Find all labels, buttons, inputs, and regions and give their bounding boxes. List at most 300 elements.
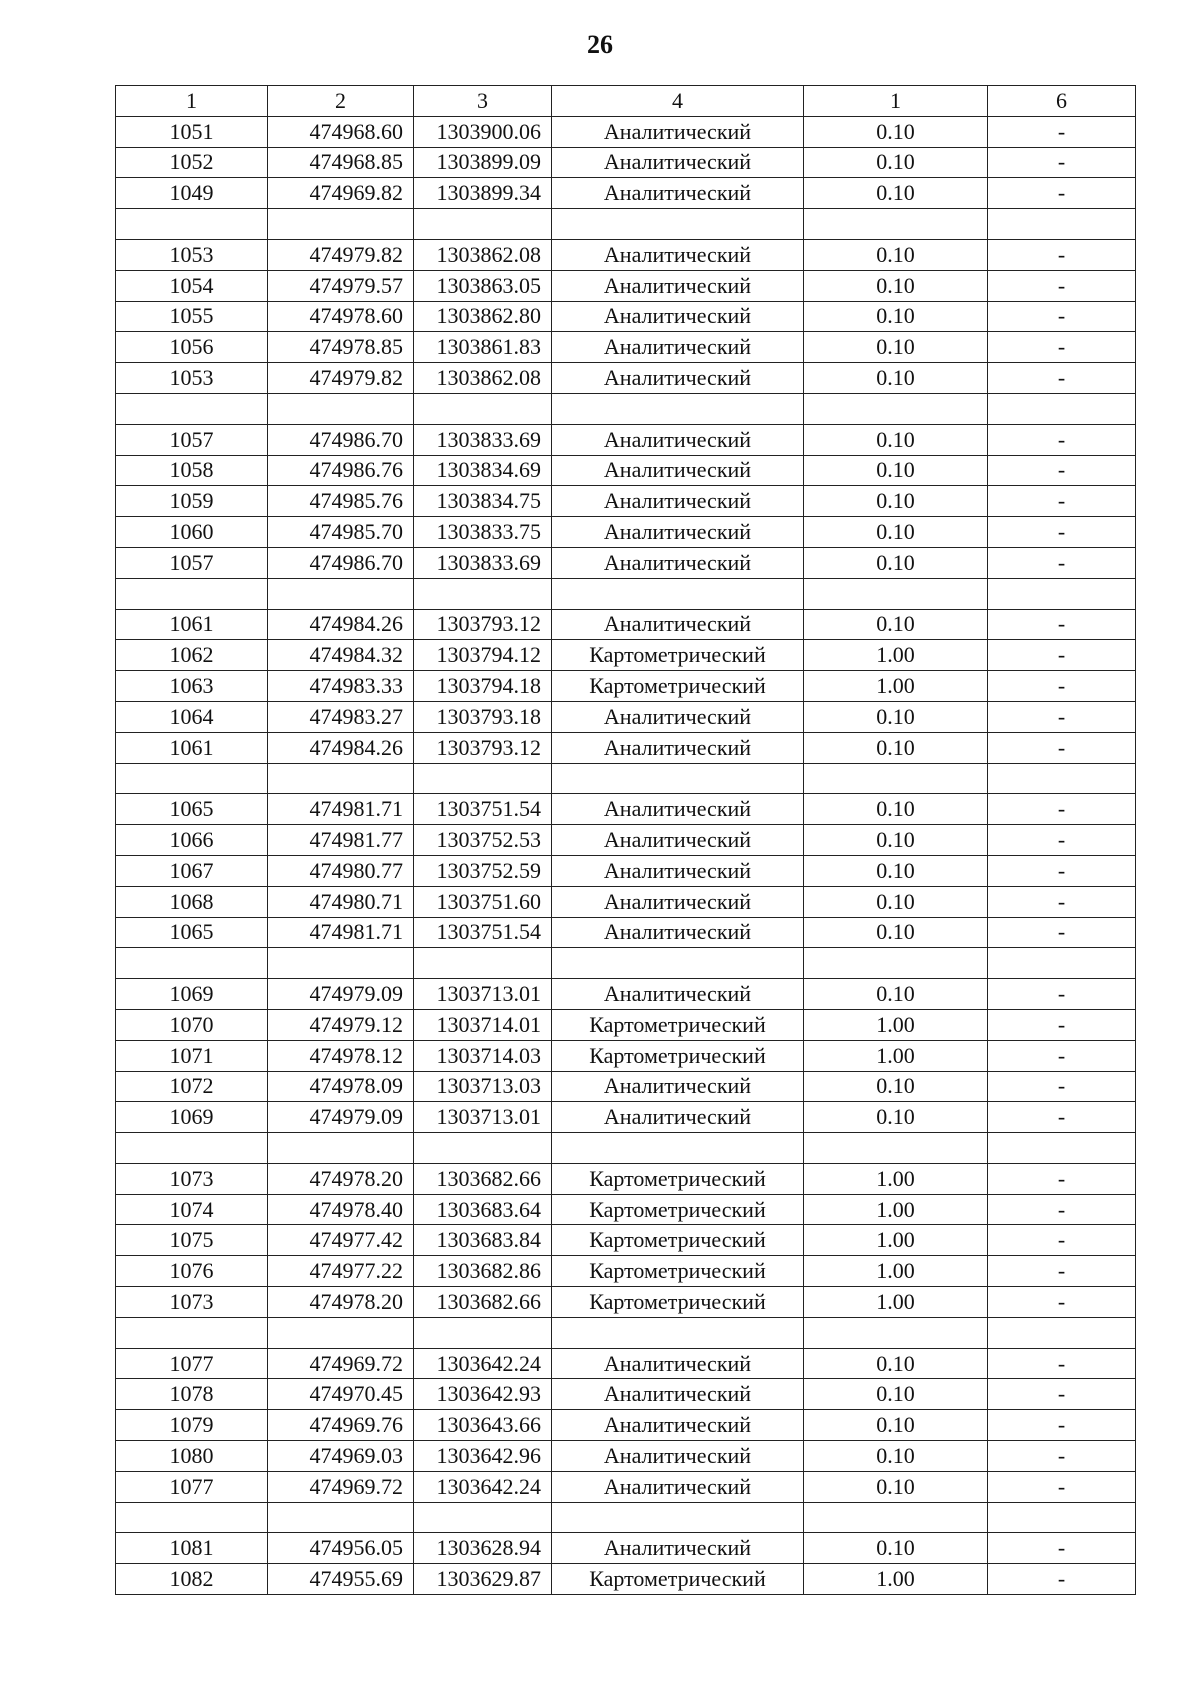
accuracy-cell: 0.10: [804, 701, 988, 732]
point-number-cell: 1063: [116, 671, 268, 702]
y-coordinate-cell: 1303713.01: [414, 979, 552, 1010]
note-cell: -: [988, 1533, 1136, 1564]
y-coordinate-cell: 1303682.86: [414, 1256, 552, 1287]
table-row: [116, 1564, 1136, 1595]
point-number-cell: 1071: [116, 1040, 268, 1071]
x-coordinate-cell: 474984.26: [268, 609, 414, 640]
method-cell: Аналитический: [552, 1410, 804, 1441]
y-coordinate-cell: 1303751.54: [414, 794, 552, 825]
point-number-cell: [116, 1502, 268, 1533]
method-cell: [552, 393, 804, 424]
point-number-cell: 1077: [116, 1471, 268, 1502]
table-row: [116, 455, 1136, 486]
x-coordinate-cell: 474969.82: [268, 178, 414, 209]
note-cell: -: [988, 116, 1136, 147]
note-cell: -: [988, 701, 1136, 732]
header-cell: 4: [552, 86, 804, 117]
table-row: [116, 1040, 1136, 1071]
point-number-cell: 1082: [116, 1564, 268, 1595]
method-cell: Аналитический: [552, 794, 804, 825]
y-coordinate-cell: [414, 1317, 552, 1348]
method-cell: Аналитический: [552, 886, 804, 917]
x-coordinate-cell: 474968.85: [268, 147, 414, 178]
table-spacer-row: [116, 1317, 1136, 1348]
table-row: [116, 116, 1136, 147]
y-coordinate-cell: [414, 1133, 552, 1164]
note-cell: -: [988, 270, 1136, 301]
note-cell: [988, 209, 1136, 240]
x-coordinate-cell: 474986.76: [268, 455, 414, 486]
table-spacer-row: [116, 209, 1136, 240]
point-number-cell: 1054: [116, 270, 268, 301]
table-row: [116, 1287, 1136, 1318]
accuracy-cell: 1.00: [804, 1256, 988, 1287]
point-number-cell: 1072: [116, 1071, 268, 1102]
y-coordinate-cell: 1303793.12: [414, 732, 552, 763]
method-cell: Аналитический: [552, 547, 804, 578]
point-number-cell: 1079: [116, 1410, 268, 1441]
note-cell: -: [988, 1471, 1136, 1502]
method-cell: Аналитический: [552, 979, 804, 1010]
y-coordinate-cell: 1303833.69: [414, 424, 552, 455]
table-row: [116, 1009, 1136, 1040]
accuracy-cell: 0.10: [804, 301, 988, 332]
point-number-cell: 1061: [116, 732, 268, 763]
point-number-cell: 1053: [116, 239, 268, 270]
table-row: [116, 1194, 1136, 1225]
y-coordinate-cell: 1303899.34: [414, 178, 552, 209]
y-coordinate-cell: 1303714.01: [414, 1009, 552, 1040]
table-row: [116, 917, 1136, 948]
method-cell: [552, 763, 804, 794]
accuracy-cell: 0.10: [804, 794, 988, 825]
point-number-cell: [116, 578, 268, 609]
point-number-cell: [116, 209, 268, 240]
table-row: [116, 1379, 1136, 1410]
table-row: [116, 147, 1136, 178]
point-number-cell: 1077: [116, 1348, 268, 1379]
y-coordinate-cell: [414, 393, 552, 424]
x-coordinate-cell: 474978.60: [268, 301, 414, 332]
accuracy-cell: 1.00: [804, 1009, 988, 1040]
coordinates-table: [115, 85, 1136, 1595]
method-cell: Аналитический: [552, 732, 804, 763]
table-row: [116, 1256, 1136, 1287]
note-cell: -: [988, 178, 1136, 209]
x-coordinate-cell: [268, 948, 414, 979]
point-number-cell: [116, 948, 268, 979]
method-cell: Аналитический: [552, 701, 804, 732]
method-cell: Аналитический: [552, 301, 804, 332]
accuracy-cell: 0.10: [804, 1379, 988, 1410]
accuracy-cell: 0.10: [804, 116, 988, 147]
y-coordinate-cell: 1303833.75: [414, 517, 552, 548]
header-cell: 6: [988, 86, 1136, 117]
method-cell: Аналитический: [552, 1348, 804, 1379]
accuracy-cell: 0.10: [804, 1533, 988, 1564]
method-cell: [552, 1502, 804, 1533]
y-coordinate-cell: 1303833.69: [414, 547, 552, 578]
point-number-cell: 1069: [116, 1102, 268, 1133]
x-coordinate-cell: [268, 763, 414, 794]
table-row: [116, 609, 1136, 640]
x-coordinate-cell: 474986.70: [268, 547, 414, 578]
accuracy-cell: [804, 1502, 988, 1533]
table-spacer-row: [116, 1133, 1136, 1164]
x-coordinate-cell: 474956.05: [268, 1533, 414, 1564]
point-number-cell: 1061: [116, 609, 268, 640]
point-number-cell: [116, 763, 268, 794]
note-cell: [988, 1317, 1136, 1348]
note-cell: -: [988, 1441, 1136, 1472]
y-coordinate-cell: 1303751.60: [414, 886, 552, 917]
x-coordinate-cell: 474984.32: [268, 640, 414, 671]
x-coordinate-cell: 474986.70: [268, 424, 414, 455]
y-coordinate-cell: [414, 1502, 552, 1533]
y-coordinate-cell: 1303642.93: [414, 1379, 552, 1410]
x-coordinate-cell: 474981.77: [268, 825, 414, 856]
x-coordinate-cell: 474969.76: [268, 1410, 414, 1441]
header-cell: 2: [268, 86, 414, 117]
note-cell: [988, 578, 1136, 609]
table-spacer-row: [116, 393, 1136, 424]
x-coordinate-cell: [268, 1133, 414, 1164]
table-row: [116, 794, 1136, 825]
table-row: [116, 640, 1136, 671]
point-number-cell: 1068: [116, 886, 268, 917]
accuracy-cell: 0.10: [804, 178, 988, 209]
note-cell: -: [988, 1564, 1136, 1595]
x-coordinate-cell: [268, 1317, 414, 1348]
page-number: 26: [587, 30, 613, 59]
table-row: [116, 1163, 1136, 1194]
method-cell: [552, 948, 804, 979]
note-cell: -: [988, 301, 1136, 332]
point-number-cell: 1057: [116, 547, 268, 578]
table-row: [116, 701, 1136, 732]
note-cell: -: [988, 1071, 1136, 1102]
note-cell: -: [988, 1163, 1136, 1194]
method-cell: Картометрический: [552, 640, 804, 671]
method-cell: Аналитический: [552, 363, 804, 394]
table-row: [116, 332, 1136, 363]
header-cell: 3: [414, 86, 552, 117]
x-coordinate-cell: 474955.69: [268, 1564, 414, 1595]
point-number-cell: 1066: [116, 825, 268, 856]
note-cell: -: [988, 886, 1136, 917]
x-coordinate-cell: 474981.71: [268, 794, 414, 825]
method-cell: Картометрический: [552, 1287, 804, 1318]
table-row: [116, 239, 1136, 270]
note-cell: -: [988, 1348, 1136, 1379]
note-cell: -: [988, 1287, 1136, 1318]
x-coordinate-cell: 474979.09: [268, 1102, 414, 1133]
table-row: [116, 979, 1136, 1010]
y-coordinate-cell: 1303793.12: [414, 609, 552, 640]
accuracy-cell: 0.10: [804, 147, 988, 178]
method-cell: Картометрический: [552, 671, 804, 702]
point-number-cell: 1052: [116, 147, 268, 178]
table-row: [116, 1533, 1136, 1564]
note-cell: -: [988, 1410, 1136, 1441]
x-coordinate-cell: 474979.82: [268, 239, 414, 270]
table-row: [116, 178, 1136, 209]
y-coordinate-cell: [414, 578, 552, 609]
table-row: [116, 301, 1136, 332]
table-row: [116, 855, 1136, 886]
header-cell: 1: [116, 86, 268, 117]
x-coordinate-cell: 474969.03: [268, 1441, 414, 1472]
y-coordinate-cell: [414, 209, 552, 240]
point-number-cell: 1076: [116, 1256, 268, 1287]
note-cell: -: [988, 1102, 1136, 1133]
y-coordinate-cell: [414, 763, 552, 794]
method-cell: Картометрический: [552, 1040, 804, 1071]
note-cell: -: [988, 609, 1136, 640]
note-cell: -: [988, 825, 1136, 856]
note-cell: -: [988, 671, 1136, 702]
accuracy-cell: 1.00: [804, 1564, 988, 1595]
accuracy-cell: 0.10: [804, 424, 988, 455]
table-row: [116, 1071, 1136, 1102]
accuracy-cell: 1.00: [804, 1163, 988, 1194]
point-number-cell: 1057: [116, 424, 268, 455]
point-number-cell: 1051: [116, 116, 268, 147]
note-cell: -: [988, 424, 1136, 455]
note-cell: -: [988, 1256, 1136, 1287]
method-cell: Аналитический: [552, 855, 804, 886]
point-number-cell: 1056: [116, 332, 268, 363]
point-number-cell: 1074: [116, 1194, 268, 1225]
accuracy-cell: 1.00: [804, 1040, 988, 1071]
method-cell: Аналитический: [552, 1071, 804, 1102]
x-coordinate-cell: 474983.33: [268, 671, 414, 702]
accuracy-cell: [804, 763, 988, 794]
method-cell: Аналитический: [552, 147, 804, 178]
y-coordinate-cell: 1303714.03: [414, 1040, 552, 1071]
method-cell: [552, 209, 804, 240]
method-cell: Картометрический: [552, 1564, 804, 1595]
x-coordinate-cell: 474980.77: [268, 855, 414, 886]
x-coordinate-cell: 474979.12: [268, 1009, 414, 1040]
y-coordinate-cell: 1303683.64: [414, 1194, 552, 1225]
accuracy-cell: 0.10: [804, 609, 988, 640]
method-cell: Аналитический: [552, 917, 804, 948]
y-coordinate-cell: 1303642.96: [414, 1441, 552, 1472]
note-cell: -: [988, 855, 1136, 886]
x-coordinate-cell: 474978.40: [268, 1194, 414, 1225]
point-number-cell: [116, 1133, 268, 1164]
point-number-cell: 1069: [116, 979, 268, 1010]
x-coordinate-cell: 474983.27: [268, 701, 414, 732]
method-cell: Картометрический: [552, 1225, 804, 1256]
note-cell: -: [988, 979, 1136, 1010]
x-coordinate-cell: 474977.42: [268, 1225, 414, 1256]
accuracy-cell: 0.10: [804, 363, 988, 394]
x-coordinate-cell: 474979.09: [268, 979, 414, 1010]
table-row: [116, 1410, 1136, 1441]
y-coordinate-cell: 1303683.84: [414, 1225, 552, 1256]
table-row: [116, 886, 1136, 917]
y-coordinate-cell: 1303899.09: [414, 147, 552, 178]
y-coordinate-cell: 1303861.83: [414, 332, 552, 363]
table-row: [116, 671, 1136, 702]
x-coordinate-cell: 474978.20: [268, 1287, 414, 1318]
point-number-cell: [116, 1317, 268, 1348]
note-cell: [988, 948, 1136, 979]
note-cell: -: [988, 332, 1136, 363]
note-cell: -: [988, 363, 1136, 394]
table-row: [116, 1471, 1136, 1502]
x-coordinate-cell: [268, 209, 414, 240]
table-row: [116, 517, 1136, 548]
x-coordinate-cell: 474985.70: [268, 517, 414, 548]
table-row: [116, 1441, 1136, 1472]
method-cell: Картометрический: [552, 1163, 804, 1194]
y-coordinate-cell: 1303862.08: [414, 363, 552, 394]
note-cell: -: [988, 1040, 1136, 1071]
y-coordinate-cell: 1303713.03: [414, 1071, 552, 1102]
y-coordinate-cell: 1303628.94: [414, 1533, 552, 1564]
y-coordinate-cell: 1303834.69: [414, 455, 552, 486]
note-cell: -: [988, 455, 1136, 486]
accuracy-cell: 0.10: [804, 1410, 988, 1441]
table-row: [116, 825, 1136, 856]
y-coordinate-cell: 1303794.18: [414, 671, 552, 702]
accuracy-cell: 0.10: [804, 979, 988, 1010]
accuracy-cell: 0.10: [804, 1102, 988, 1133]
table-row: [116, 486, 1136, 517]
note-cell: [988, 763, 1136, 794]
y-coordinate-cell: 1303752.53: [414, 825, 552, 856]
method-cell: Аналитический: [552, 1441, 804, 1472]
point-number-cell: 1060: [116, 517, 268, 548]
method-cell: Аналитический: [552, 1379, 804, 1410]
table-spacer-row: [116, 578, 1136, 609]
table-spacer-row: [116, 948, 1136, 979]
accuracy-cell: 0.10: [804, 1348, 988, 1379]
x-coordinate-cell: 474977.22: [268, 1256, 414, 1287]
point-number-cell: 1064: [116, 701, 268, 732]
accuracy-cell: 0.10: [804, 1071, 988, 1102]
accuracy-cell: 0.10: [804, 732, 988, 763]
y-coordinate-cell: 1303752.59: [414, 855, 552, 886]
note-cell: -: [988, 794, 1136, 825]
method-cell: Аналитический: [552, 178, 804, 209]
y-coordinate-cell: 1303682.66: [414, 1287, 552, 1318]
point-number-cell: 1067: [116, 855, 268, 886]
note-cell: -: [988, 640, 1136, 671]
x-coordinate-cell: 474978.12: [268, 1040, 414, 1071]
point-number-cell: 1058: [116, 455, 268, 486]
accuracy-cell: 0.10: [804, 517, 988, 548]
accuracy-cell: [804, 1317, 988, 1348]
method-cell: [552, 1133, 804, 1164]
note-cell: [988, 393, 1136, 424]
accuracy-cell: 0.10: [804, 886, 988, 917]
accuracy-cell: [804, 578, 988, 609]
method-cell: Картометрический: [552, 1256, 804, 1287]
accuracy-cell: 0.10: [804, 917, 988, 948]
accuracy-cell: 1.00: [804, 640, 988, 671]
point-number-cell: 1055: [116, 301, 268, 332]
y-coordinate-cell: 1303793.18: [414, 701, 552, 732]
point-number-cell: 1062: [116, 640, 268, 671]
y-coordinate-cell: 1303794.12: [414, 640, 552, 671]
y-coordinate-cell: 1303642.24: [414, 1348, 552, 1379]
accuracy-cell: [804, 209, 988, 240]
table-row: [116, 1225, 1136, 1256]
method-cell: Аналитический: [552, 486, 804, 517]
note-cell: -: [988, 547, 1136, 578]
method-cell: Аналитический: [552, 270, 804, 301]
point-number-cell: 1059: [116, 486, 268, 517]
table-row: [116, 363, 1136, 394]
x-coordinate-cell: 474978.09: [268, 1071, 414, 1102]
note-cell: -: [988, 1194, 1136, 1225]
accuracy-cell: 1.00: [804, 1287, 988, 1318]
method-cell: [552, 1317, 804, 1348]
y-coordinate-cell: 1303751.54: [414, 917, 552, 948]
x-coordinate-cell: 474969.72: [268, 1471, 414, 1502]
method-cell: Аналитический: [552, 825, 804, 856]
point-number-cell: 1080: [116, 1441, 268, 1472]
table-row: [116, 732, 1136, 763]
y-coordinate-cell: 1303834.75: [414, 486, 552, 517]
x-coordinate-cell: 474979.57: [268, 270, 414, 301]
header-cell: 1: [804, 86, 988, 117]
x-coordinate-cell: 474978.85: [268, 332, 414, 363]
method-cell: Картометрический: [552, 1194, 804, 1225]
x-coordinate-cell: [268, 578, 414, 609]
note-cell: [988, 1502, 1136, 1533]
x-coordinate-cell: 474978.20: [268, 1163, 414, 1194]
y-coordinate-cell: 1303713.01: [414, 1102, 552, 1133]
x-coordinate-cell: [268, 393, 414, 424]
note-cell: -: [988, 239, 1136, 270]
point-number-cell: 1053: [116, 363, 268, 394]
table-row: [116, 424, 1136, 455]
method-cell: Аналитический: [552, 455, 804, 486]
method-cell: Аналитический: [552, 332, 804, 363]
point-number-cell: 1049: [116, 178, 268, 209]
accuracy-cell: [804, 1133, 988, 1164]
note-cell: -: [988, 486, 1136, 517]
point-number-cell: 1065: [116, 794, 268, 825]
x-coordinate-cell: 474980.71: [268, 886, 414, 917]
table-row: [116, 1102, 1136, 1133]
accuracy-cell: 0.10: [804, 1441, 988, 1472]
point-number-cell: 1075: [116, 1225, 268, 1256]
y-coordinate-cell: 1303682.66: [414, 1163, 552, 1194]
accuracy-cell: 1.00: [804, 1225, 988, 1256]
table-row: [116, 270, 1136, 301]
y-coordinate-cell: 1303862.80: [414, 301, 552, 332]
x-coordinate-cell: 474979.82: [268, 363, 414, 394]
note-cell: -: [988, 1225, 1136, 1256]
x-coordinate-cell: 474970.45: [268, 1379, 414, 1410]
y-coordinate-cell: 1303900.06: [414, 116, 552, 147]
note-cell: -: [988, 147, 1136, 178]
y-coordinate-cell: 1303862.08: [414, 239, 552, 270]
x-coordinate-cell: 474984.26: [268, 732, 414, 763]
x-coordinate-cell: 474969.72: [268, 1348, 414, 1379]
method-cell: Аналитический: [552, 1102, 804, 1133]
accuracy-cell: 0.10: [804, 332, 988, 363]
method-cell: Картометрический: [552, 1009, 804, 1040]
y-coordinate-cell: [414, 948, 552, 979]
method-cell: Аналитический: [552, 1471, 804, 1502]
